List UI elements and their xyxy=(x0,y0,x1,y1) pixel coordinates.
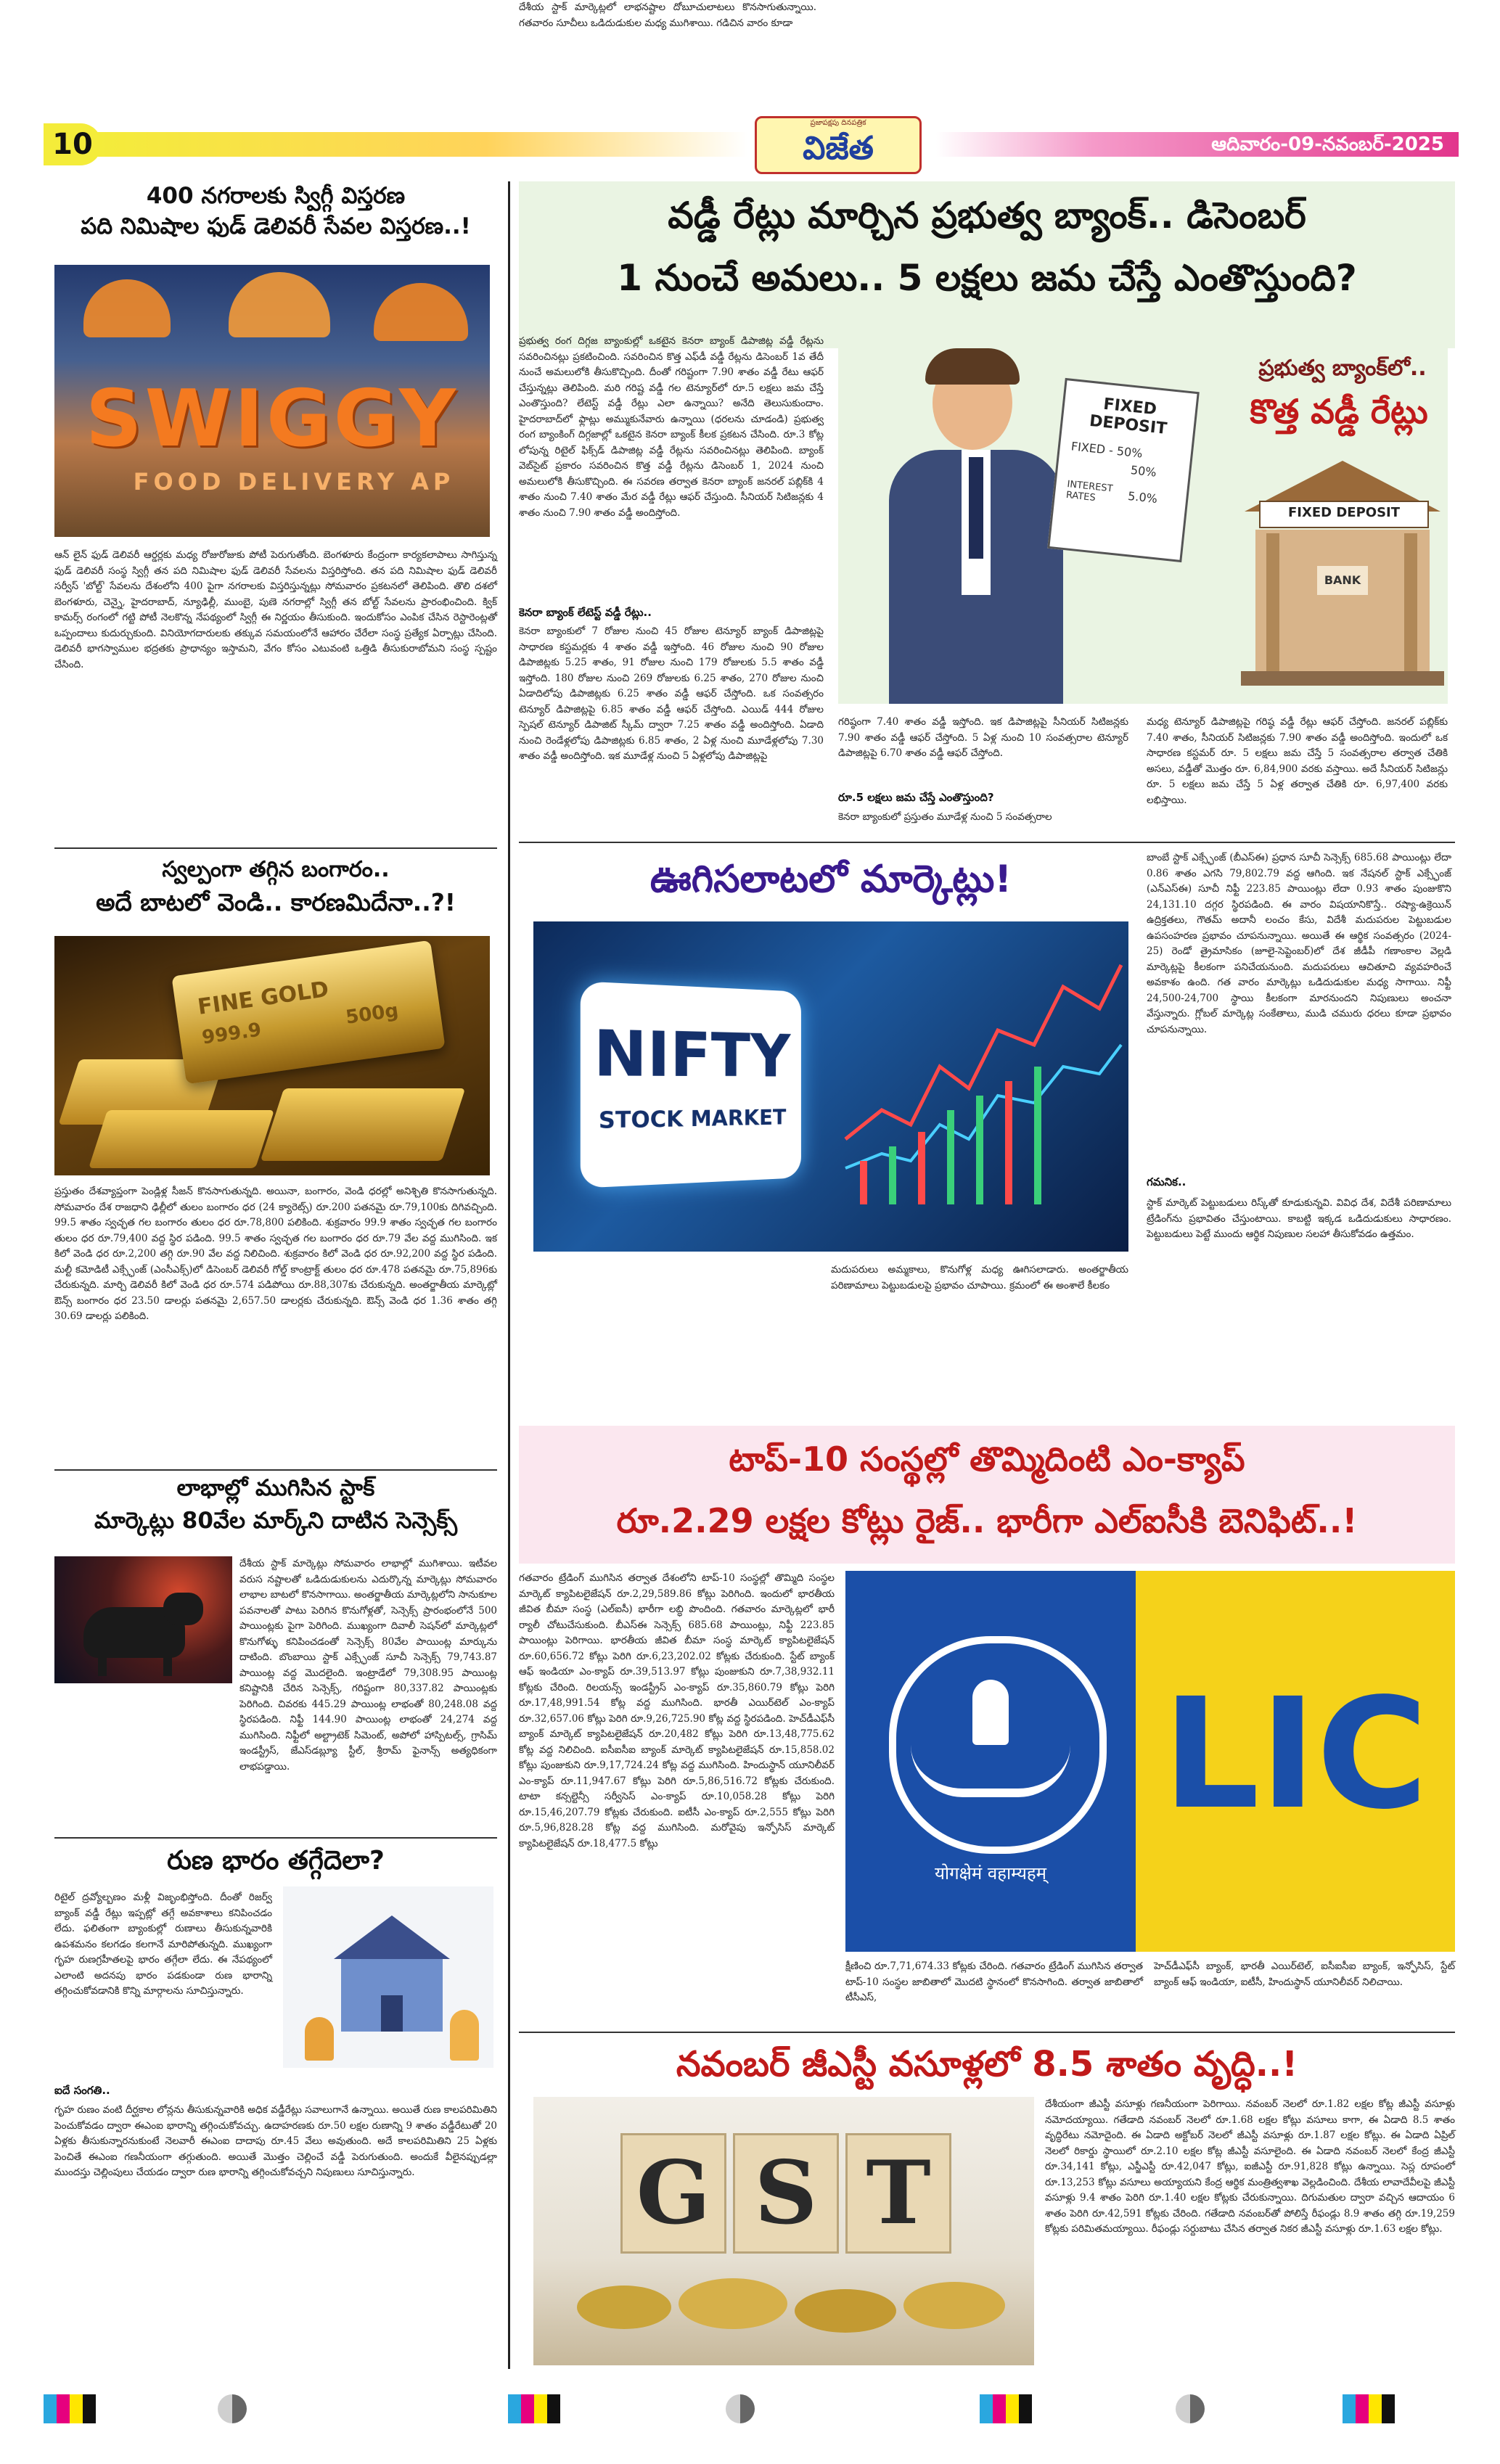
fd-headline-1: వడ్డీ రేట్లు మార్చిన ప్రభుత్వ బ్యాంక్.. డిసెంబర్ xyxy=(668,194,1306,237)
loan-article-body-2: గృహ రుణం వంటి దీర్ఘకాల లోన్లను తీసుకున్నవారికి అధిక వడ్డీరేట్లు సవాలుగానే ఉన్నాయి. అయితే రుణ కాలపరిమితిని పెంచుకోవడం ద్వారా ఈఎంఐ భారాన్ని తగ్గించుకోవచ్చు. ఉదాహరణకు రూ.50 లక్షల రుణాన్ని 9 శాతం వడ్డీరేటుతో 20 ఏళ్లకు తీసుకున్నారనుకుంటే నెలవారీ ఈఎంఐ దాదాపు రూ.45 వేలు అవుతుంది. అదే కాలపరిమితిని 25 ఏళ్లకు పెంచితే ఈఎంఐ గణనీయంగా తగ్గుతుంది. అయితే మొత్తం చెల్లించే వడ్డీ పెరుగుతుంది. అందుకే వీలైనప్పుడల్లా ముందస్తు చెల్లింపులు చేయడం ద్వారా రుణ భారాన్ని తగ్గించుకోవచ్చని నిపుణులు సూచిస్తున్నారు. xyxy=(54,2104,497,2178)
gst-block-t: T xyxy=(845,2133,951,2254)
registration-mark xyxy=(218,2394,247,2423)
fd-bank-sign: FIXED DEPOSIT xyxy=(1259,501,1429,528)
gold-bar-purity: 999.9 xyxy=(200,1019,263,1049)
gst-image xyxy=(533,2097,1034,2365)
cmyk-bar-4 xyxy=(1343,2394,1395,2423)
fd-headline-2: 1 నుంచే అమలు.. 5 లక్షలు జమ చేస్తే ఎంతొస్తుంది? xyxy=(617,257,1357,299)
issue-date: ఆదివారం-09-నవంబర్-2025 xyxy=(1211,134,1444,155)
lic-wordmark: LIC xyxy=(1162,1665,1429,1843)
gold-article-body: ప్రస్తుతం దేశవ్యాప్తంగా పెండ్లిళ్ల సీజన్ కొనసాగుతున్నది. అయినా, బంగారం, వెండి ధరల్లో అనిశ్చితి కొనసాగుతున్నది. సోమవారం దేశ రాజధాని ఢిల్లీలో తులం బంగారం ధర (24 క్యారెట్స్) రూ.200 పతనమై రూ.79,100కు దిగివచ్చింది. 99.5 శాతం స్వచ్ఛత గల బంగారం తులం ధర రూ.78,800 పలికింది. శుక్రవారం 99.9 శాతం స్వచ్ఛత గల బంగారం తులం ధర రూ.79,400 వద్ద స్థిర పడింది. 99.5 శాతం స్వచ్ఛత గల బంగారం ధర రూ.79 వేల వద్ద ముగిసింది. ఇక కిలో వెండి ధర రూ.2,200 తగ్గి రూ.90 వేల వద్ద నిలిచింది. శుక్రవారం కిలో వెండి ధర రూ.92,200 వద్ద స్థిర పడింది. మల్టీ కమోడిటీ ఎక్స్ఛేంజ్ (ఎంసీఎక్స్)లో డిసెంబర్ డెలివరీ గోల్డ్ కాంట్రాక్ట్ తులం ధర రూ.478 పతనమై రూ.75,896కు చేరుకున్నది. మార్చి డెలివరీ కిలో వెండి ధర రూ.574 పడిపోయి రూ.88,307కు చేరుకున్నది. అంతర్జాతీయ మార్కెట్లో ఔన్స్ బంగారం ధర 23.50 డాలర్లు పతనమై 2,657.50 డాలర్లకు చేరుకున్నది. ఔన్స్ వెండి ధర 1.36 శాతం తగ్గి 30.69 డాలర్లు పలికింది. xyxy=(54,1186,497,1322)
gold-bar-weight: 500g xyxy=(344,999,400,1029)
sensex-article-body xyxy=(54,1691,497,1836)
nifty-article-body-right-2: స్టాక్ మార్కెట్ పెట్టుబడులు రిస్క్‌తో కూడుకున్నవి. వివిధ దేశ, విదేశీ పరిణామాలు ట్రేడింగ్‌ను ప్రభావితం చేస్తుంటాయి. కాబట్టి ఇక్కడ ఒడిదుడుకులు సాధారణం. పెట్టుబడులు పెట్టే ముందు ఆర్థిక నిపుణుల సలహా తీసుకోవడం ఉత్తమం. xyxy=(1147,1197,1451,1240)
bull-market-image xyxy=(54,1556,232,1683)
sensex-headline-2: మార్కెట్లు 80వేల మార్క్‌ని దాటిన సెన్సెక్స్ xyxy=(94,1508,458,1534)
gold-headline-2: అదే బాటలో వెండి.. కారణమిదేనా..?! xyxy=(96,888,456,916)
fd-image-caption-1: ప్రభుత్వ బ్యాంక్‌లో.. xyxy=(1258,356,1427,381)
lic-article-body-3: హెచ్‌డీఎఫ్‌సీ బ్యాంక్, భారతీ ఎయిర్‌టెల్, ఐసీఐసీఐ బ్యాంక్, ఇన్ఫోసిస్, స్టేట్ బ్యాంక్ ఆఫ్ ఇండియా, ఐటీసీ, హిందుస్థాన్ యూనిలీవర్ నిలిచాయి. xyxy=(1154,1960,1455,1988)
gst-block-g: G xyxy=(620,2133,726,2254)
nifty-article-body-bottom-1: దేశీయ స్టాక్ మార్కెట్లలో లాభనష్టాల దోబూచులాటలు కొనసాగుతున్నాయి. గతవారం సూచీలు ఒడిదుడుకుల మధ్య ముగిశాయి. గడిచిన వారం కూడా xyxy=(519,1,816,29)
gst-image-label xyxy=(533,2253,1034,2254)
fd-article-body-2: కెనరా బ్యాంకులో 7 రోజుల నుంచి 45 రోజుల టెన్యూర్ బ్యాంక్ డిపాజిట్లపై సాధారణ కస్టమర్లకు 4 శాతం వడ్డీ ఇస్తోంది. 46 రోజుల నుంచి 90 రోజుల డిపాజిట్లకు 5.25 శాతం, 91 రోజుల నుంచి 179 రోజులకు 5.5 శాతం వడ్డీ ఇస్తోంది. 180 రోజుల నుంచి 269 రోజులకు 6.25 శాతం, 270 రోజుల నుంచి ఏడాదిలోపు డిపాజిట్లకు 6.25 శాతం వడ్డీ ఆఫర్ చేస్తోంది. ఒక సంవత్సరం టెన్యూర్ డిపాజిట్లపై 6.85 శాతం వడ్డీ ఆఫర్ చేస్తోంది. ఎయిడ్ 444 రోజుల స్పెషల్ టెన్యూర్ డిపాజిట్ స్కీమ్ ద్వారా 7.25 శాతం వడ్డీ అందిస్తోంది. ఏడాది నుంచి రెండేళ్లలోపు డిపాజిట్లకు 6.85 శాతం, 2 ఏళ్ల నుంచి మూడేళ్లలోపు 7.30 శాతం వడ్డీ అందిస్తోంది. ఇక మూడేళ్ల నుంచి 5 ఏళ్లలోపు డిపాజిట్లపై xyxy=(519,625,824,762)
divider xyxy=(54,1837,497,1839)
sensex-article-body-right: దేశీయ స్టాక్ మార్కెట్లు సోమవారం లాభాల్లో ముగిశాయి. ఇటీవల వరుస నష్టాలతో ఒడిదుడుకులను ఎదుర్కొన్న మార్కెట్లు సోమవారం లాభాల బాటలో కొనసాగాయి. అంతర్జాతీయ మార్కెట్లలోని సానుకూల పవనాలతో పాటు పెరిగిన కొనుగోళ్లతో, సెన్సెక్స్ ప్రారంభంలోనే 500 పాయింట్లకు పైగా పెరిగింది. ముఖ్యంగా దివాలీ సెషన్‌లో మార్కెట్లలో కొనుగోళ్ళు కనిపించడంతో సెన్సెక్స్ 80వేల పాయింట్ల మార్కును దాటింది. బొంబాయి స్టాక్ ఎక్స్ఛేంజ్ సూచీ సెన్సెక్స్ 79,743.87 పాయింట్ల వద్ద మొదలైంది. ఇంట్రాడేలో 79,308.95 పాయింట్ల కనిష్టానికి చేరిన సెన్సెక్స్, గరిష్టంగా 80,337.82 పాయింట్లకు పెరిగింది. చివరకు 445.29 పాయింట్ల లాభంతో 80,248.08 వద్ద స్థిరపడింది. నిఫ్టీ 144.90 పాయింట్ల లాభంతో 24,274 వద్ద ముగిసింది. నిఫ్టీలో అల్ట్రాటెక్ సిమెంట్, అపోలో హాస్పిటల్స్, గ్రాసిమ్ ఇండస్ట్రీస్, జేఎస్‌డబ్ల్యూ స్టీల్, శ్రీరామ్ ఫైనాన్స్ అత్యధికంగా లాభపడ్డాయి. xyxy=(239,1558,497,1773)
gold-bar-label: FINE GOLD xyxy=(196,977,331,1020)
sensex-headline-1: లాభాల్లో ముగిసిన స్టాక్ xyxy=(176,1475,375,1501)
lic-article-body-1: గతవారం ట్రేడింగ్ ముగిసిన తర్వాత దేశంలోని టాప్-10 సంస్థల్లో తొమ్మిది సంస్థల మార్కెట్ క్యాపిటలైజేషన్ రూ.2,29,589.86 కోట్లు పెరిగింది. ఇందులో భారతీయ జీవిత బీమా సంస్థ (ఎల్ఐసీ) భారీగా లబ్ధి పొందింది. గతవారం మార్కెట్లలో భారీ ర్యాలీ చోటుచేసుకుంది. బీఎస్ఈ సెన్సెక్స్ 685.68 పాయింట్లు, నిఫ్టీ 223.85 పాయింట్లు పెరిగాయి. భారతీయ జీవిత బీమా సంస్థ మార్కెట్ క్యాపిటలైజేషన్ రూ.60,656.72 కోట్లు పెరిగి రూ.6,23,202.02 కోట్లకు చేరుకుంది. స్టేట్ బ్యాంక్ ఆఫ్ ఇండియా ఎం-క్యాప్ రూ.39,513.97 కోట్లు పుంజుకుని రూ.7,38,932.11 కోట్లకు చేరింది. రిలయన్స్ ఇండస్ట్రీస్ ఎం-క్యాప్ రూ.35,860.79 కోట్లు పెరిగి రూ.17,48,991.54 కోట్ల వద్ద ముగిసింది. భారతీ ఎయిర్‌టెల్ ఎం-క్యాప్ రూ.32,657.06 కోట్లు పెరిగి రూ.9,26,725.90 కోట్ల వద్ద స్థిరపడింది. హెచ్‌డీఎఫ్‌సీ బ్యాంక్ మార్కెట్ క్యాపిటలైజేషన్ రూ.20,482 కోట్లు పెరిగి రూ.13,48,775.62 కోట్ల వద్ద నిలిచింది. ఐసీఐసీఐ బ్యాంక్ మార్కెట్ క్యాపిటలైజేషన్ రూ.15,858.02 కోట్లు పుంజుకుని రూ.9,17,724.24 కోట్ల వద్ద ముగిసింది. హిందుస్థాన్ యూనిలీవర్ ఎం-క్యాప్ రూ.11,947.67 కోట్లు పెరిగి రూ.5,86,516.72 కోట్లకు చేరుకుంది. టాటా కన్సల్టెన్సీ సర్వీసెస్ ఎం-క్యాప్ రూ.10,058.28 కోట్లు పెరిగి రూ.15,46,207.79 కోట్లకు చేరుకుంది. ఐటీసీ ఎం-క్యాప్ రూ.2,555 కోట్లు పెరిగి రూ.5,96,828.28 కోట్ల వద్ద ముగిసింది. మరోవైపు ఇన్ఫోసిస్ మార్కెట్ క్యాపిటలైజేషన్ రూ.18,477.5 కోట్లు xyxy=(519,1572,835,1849)
divider xyxy=(54,1469,497,1471)
gold-headline-1: స్వల్పంగా తగ్గిన బంగారం.. xyxy=(162,857,390,882)
lic-logo-image xyxy=(845,1571,1455,1952)
fd-illustration xyxy=(838,334,1448,704)
fd-article-body-3: గరిష్ఠంగా 7.40 శాతం వడ్డీ ఇస్తోంది. ఇక డిపాజిట్లపై సీనియర్ సిటిజన్లకు 7.90 శాతం వడ్డీ ఆఫర్ చేస్తోంది. 5 ఏళ్ల నుంచి 10 సంవత్సరాల టెన్యూర్ డిపాజిట్లపై 6.70 శాతం వడ్డీ ఆఫర్ చేస్తోంది. xyxy=(838,716,1128,759)
cmyk-bar-2 xyxy=(508,2394,560,2423)
nifty-image xyxy=(533,921,1128,1252)
fd-subhead-2: రూ.5 లక్షలు జమ చేస్తే ఎంతొస్తుంది? xyxy=(838,791,994,804)
column-divider xyxy=(508,181,510,2369)
fd-article-body-1: ప్రభుత్వ రంగ దిగ్గజ బ్యాంకుల్లో ఒకటైన కెనరా బ్యాంక్ డిపాజిట్ల వడ్డీ రేట్లను సవరించినట్లు ప్రకటించింది. సవరించిన కొత్త ఎఫ్‌డీ వడ్డీ రేట్లను డిసెంబర్ 1వ తేదీ నుంచే అమలులోకి తీసుకొచ్చింది. దీంతో గరిష్టంగా 7.90 శాతం వడ్డీ రేటు ఆఫర్ చేస్తున్నట్లు తెలిపింది. మరి గరిష్ట వడ్డీ గల టెన్యూర్‌లో రూ.5 లక్షలు జమ చేస్తే ఎంతొస్తుంది? లేటెస్ట్ వడ్డీ రేట్లు ఎలా ఉన్నాయి? అనేది తెలుసుకుందాం. హైదరాబాద్‌లో ఫ్లాట్లు అమ్ముకునేవారు ఉన్నాయి (ధరలను చూడండి) ప్రభుత్వ రంగ బ్యాంకింగ్ దిగ్గజాల్లో ఒకటైన కెనరా బ్యాంక్ కీలక ప్రకటన చేసింది. రూ.3 కోట్ల లోపున్న రిటైల్ ఫిక్స్‌డ్ డిపాజిట్ల వడ్డీ రేట్లను సవరించినట్లు తెలిపింది. బ్యాంక్ వెబ్‌సైట్ ప్రకారం సవరించిన కొత్త వడ్డీ రేట్లను డిసెంబర్ 1, 2024 నుంచి అమలులోకి తీసుకొచ్చింది. ఈ సవరణ తర్వాత కెనరా బ్యాంక్ జనరల్ పబ్లిక్‌కి 4 శాతం నుంచి 7.40 శాతం మేర వడ్డీ రేట్లు ఆఫర్ చేస్తుంది. సీనియర్ సిటిజన్లకు 4 శాతం నుంచి 7.90 శాతం వడ్డీ అందిస్తోంది. xyxy=(519,335,824,519)
registration-mark xyxy=(1176,2394,1205,2423)
fd-doc-rate-1: FIXED - 50% xyxy=(1070,439,1144,461)
nifty-article-body-bottom-2: మదుపరులు అమ్మకాలు, కొనుగోళ్ల మధ్య ఊగిసలాడారు. అంతర్జాతీయ పరిణామాలు పెట్టుబడులపై ప్రభావం చూపాయి. క్రమంలో ఈ అంశాలే కీలకం xyxy=(831,1264,1128,1291)
cmyk-bar-3 xyxy=(980,2394,1032,2423)
gst-block-s: S xyxy=(733,2133,839,2254)
divider xyxy=(54,847,497,849)
nifty-subhead: గమనిక.. xyxy=(1147,1175,1187,1188)
cmyk-bar-1 xyxy=(44,2394,96,2423)
house-loan-image xyxy=(283,1886,493,2068)
lic-motto: योगक्षेमं वहाम्यहम् xyxy=(935,1863,1046,1884)
fd-doc-rate-label: INTEREST RATES xyxy=(1065,479,1114,504)
lic-article-body-2: క్షీణించి రూ.7,71,674.33 కోట్లకు చేరింది. గతవారం ట్రేడింగ్ ముగిసిన తర్వాత టాప్-10 సంస్థల జాబితాలో మొదటి స్థానంలో కొనసాగింది. తర్వాత జాబితాలో టీసీఎస్, xyxy=(845,1960,1143,2003)
registration-mark xyxy=(726,2394,755,2423)
masthead-title: విజేత xyxy=(803,130,874,167)
nifty-headline: ఊగిసలాటలో మార్కెట్లు! xyxy=(649,858,1012,901)
fd-image-caption-2: కొత్త వడ్డీ రేట్లు xyxy=(1250,392,1428,431)
swiggy-article-body: ఆన్ లైన్ ఫుడ్ డెలివరీ ఆర్డర్లకు మధ్య రోజురోజుకు పోటీ పెరుగుతోంది. బెంగళూరు కేంద్రంగా కార్యకలాపాలు సాగిస్తున్న ఫుడ్ డెలివరీ సంస్థ స్విగ్గీ తన పది నిమిషాల ఫుడ్ డెలివరీ సేవలను విస్తరిస్తోంది. తన పది నిమిషాల ఫుడ్ డెలివరీ సర్వీస్ 'బోల్ట్' సేవలను దేశంలోని 400 పైగా నగరాలకు విస్తరిస్తున్నట్లు సోమవారం ప్రకటనలో తెలిపింది. తొలి దశలో బెంగళూరు, చెన్నై, హైదరాబాద్, న్యూఢిల్లీ, ముంబై, పుణె నగరాల్లో స్విగ్గీ తన బోల్ట్ సేవలను ప్రారంభించింది. క్విక్ కామర్స్ రంగంలో గట్టి పోటీ నెలకొన్న నేపథ్యంలో స్విగ్గీ ఈ నిర్ణయం తీసుకుంది. ఇందుకోసం ఎంపిక చేసిన రెస్టారెంట్లతో ఒప్పందాలు కుదుర్చుకుంది. వినియోగదారులకు తక్కువ సమయంలోనే ఆహారం చేరేలా సంస్థ ప్రత్యేక ఏర్పాట్లు చేసింది. డెలివరీ భాగస్వాముల భద్రతకు ప్రాధాన్యం ఇస్తామని, వేగం కోసం ఎటువంటి ఒత్తిడి తీసుకురాబోమని సంస్థ స్పష్టం చేసింది. xyxy=(54,549,497,670)
fd-doc-title: FIXED DEPOSIT xyxy=(1088,395,1168,438)
lic-headline-1: టాప్-10 సంస్థల్లో తొమ్మిదింటి ఎం-క్యాప్ xyxy=(729,1440,1245,1479)
loan-article-body: రిటైల్ ద్రవ్యోల్బణం మళ్లీ విజృంభిస్తోంది. దీంతో రిజర్వ్ బ్యాంక్ వడ్డీ రేట్లు ఇప్పట్లో తగ్గే అవకాశాలు కనిపించడం లేదు. ఫలితంగా బ్యాంకుల్లో రుణాలు తీసుకున్నవారికి ఉపశమనం కలగడం కలగానే మారిపోతున్నది. ముఖ్యంగా గృహ రుణగ్రహీతలపై భారం తగ్గేలా లేదు. ఈ నేపథ్యంలో ఎలాంటి అదనపు భారం పడకుండా రుణ భారాన్ని తగ్గించుకోవడానికి కొన్ని మార్గాలను సూచిస్తున్నారు. xyxy=(54,1892,272,1997)
fd-subhead-1: కెనరా బ్యాంక్ లేటెస్ట్ వడ్డీ రేట్లు.. xyxy=(519,606,652,619)
fd-doc-rate-2: 50% xyxy=(1130,463,1157,480)
swiggy-image xyxy=(54,265,490,537)
gst-headline: నవంబర్ జీఎస్టీ వసూళ్లలో 8.5 శాతం వృద్ధి..! xyxy=(676,2044,1298,2085)
fd-doc-rate-3: 5.0% xyxy=(1127,488,1158,506)
loan-subhead: ఐదే సంగతి.. xyxy=(54,2084,110,2097)
fd-bank-label: BANK xyxy=(1317,566,1368,595)
nifty-image-title: NIFTY xyxy=(593,1016,791,1091)
fd-article-body-5: మధ్య టెన్యూర్ డిపాజిట్లపై గరిష్ఠ వడ్డీ రేట్లు ఆఫర్ చేస్తోంది. జనరల్ పబ్లిక్‌కు 7.40 శాతం, సీనియర్ సిటిజన్లకు 7.90 శాతం వడ్డీ అందిస్తోంది. ఇందులో ఒక సాధారణ కస్టమర్ రూ. 5 లక్షలు జమ చేస్తే 5 సంవత్సరాల తర్వాత చేతికి అసలు, వడ్డీతో మొత్తం రూ. 6,84,900 వరకు వస్తాయి. అదే సీనియర్ సిటిజన్లు రూ. 5 లక్షలు జమ చేస్తే 5 ఏళ్ల తర్వాత చేతికి రూ. 6,97,400 వరకు లభిస్తాయి. xyxy=(1147,716,1448,806)
divider xyxy=(519,842,1455,843)
nifty-image-subtitle: STOCK MARKET xyxy=(598,1105,787,1135)
swiggy-image-subtitle: FOOD DELIVERY AP xyxy=(133,468,455,496)
gst-article-body: దేశీయంగా జీఎస్టీ వసూళ్లు గణనీయంగా పెరిగాయి. నవంబర్ నెలలో రూ.1.82 లక్షల కోట్ల జీఎస్టీ వసూళ్లు నమోదయ్యాయి. గతేడాది నవంబర్ నెలలో రూ.1.68 లక్షల కోట్లు వసూలు కాగా, ఈ ఏడాది 8.5 శాతం వృద్ధిరేటు నమోదైంది. ఈ ఏడాది అక్టోబర్ నెలలో జీఎస్టీ వసూళ్లు రూ.1.87 లక్షల కోట్లు. ఈ ఏడాది ఏప్రిల్ నెలలో రికార్డు స్థాయిలో రూ.2.10 లక్షల కోట్ల జీఎస్టీ వసూలైంది. ఈ ఏడాది నవంబర్ నెలలో కేంద్ర జీఎస్టీ రూ.34,141 కోట్లు, ఎస్జీఎస్టీ రూ.42,047 కోట్లు, ఐజీఎస్టీ రూ.91,828 కోట్లు ఉన్నాయి. సెస్ల రూపంలో రూ.13,253 కోట్లు వసూలు అయ్యాయని కేంద్ర ఆర్థిక మంత్రిత్వశాఖ వెల్లడించింది. దేశీయ లావాదేవీలపై జీఎస్టీ వసూళ్లు 9.4 శాతం పెరిగి రూ.1.40 లక్షల కోట్లకు చేరుకున్నాయి. దిగుమతుల ద్వారా వచ్చిన ఆదాయం 6 శాతం పెరిగి రూ.42,591 కోట్లకు చేరింది. గతేడాది నవంబర్‌తో పోలిస్తే రీఫండ్లు 8.9 శాతం తగ్గి రూ.19,259 కోట్లకు పరిమితమయ్యాయి. రీఫండ్లు సర్దుబాటు చేసిన తర్వాత నికర జీఎస్టీ వసూళ్లు రూ.1.63 లక్షల కోట్లు. xyxy=(1045,2098,1455,2235)
gold-image xyxy=(54,936,490,1175)
loan-headline: రుణ భారం తగ్గేదెలా? xyxy=(167,1846,385,1876)
fd-article-body-4: కెనరా బ్యాంకులో ప్రస్తుతం మూడేళ్ల నుంచి 5 సంవత్సరాల xyxy=(838,811,1052,823)
swiggy-headline-2: పది నిమిషాల ఫుడ్ డెలివరీ సేవల విస్తరణ..! xyxy=(81,213,471,239)
masthead-tagline: ప్రజాపక్షపు దినపత్రిక xyxy=(810,119,866,127)
divider xyxy=(519,2032,1455,2033)
nifty-article-body-right: బాంబే స్టాక్ ఎక్స్ఛేంజ్ (బీఎస్ఈ) ప్రధాన సూచీ సెన్సెక్స్ 685.68 పాయింట్లు లేదా 0.86 శాతం ఎగసి 79,802.79 వద్ద ఆగింది. ఇక నేషనల్ స్టాక్ ఎక్స్ఛేంజ్ (ఎన్ఎస్ఈ) సూచీ నిఫ్టీ 223.85 పాయింట్లు లేదా 0.93 శాతం పుంజుకొని 24,131.10 దగ్గర స్థిరపడింది. ఈ వారం విషయానికొస్తే.. రష్యా-ఉక్రెయిన్ ఉద్రిక్తతలు, గౌతమ్ అదానీ లంచం కేసు, విదేశీ మదుపరుల పెట్టుబడుల ఉపసంహరణ ప్రభావం చూపనున్నాయి. అయితే ఈ ఆర్థిక సంవత్సరం (2024-25) రెండో త్రైమాసికం (జూలై-సెప్టెంబర్)లో దేశ జీడీపీ గణాంకాల వెల్లడి మార్కెట్లపై కీలకంగా పనిచేయనుంది. మదుపరులు ఆచితూచి వ్యవహరించే అవకాశం ఉంది. గత వారం మార్కెట్లు ఒడిదుడుకుల మధ్య సాగాయి. నిఫ్టీ 24,500-24,700 స్థాయి కీలకంగా మారనుందని నిపుణులు అంచనా వేస్తున్నారు. గ్లోబల్ మార్కెట్ల సంకేతాలు, ముడి చమురు ధరలు కూడా ప్రభావం చూపనున్నాయి. xyxy=(1147,852,1451,1035)
swiggy-headline-1: 400 నగరాలకు స్విగ్గీ విస్తరణ xyxy=(146,183,406,209)
swiggy-image-logo: SWIGGY xyxy=(85,374,459,464)
page-number: 10 xyxy=(44,123,102,165)
lic-headline-2: రూ.2.29 లక్షల కోట్లు రైజ్.. భారీగా ఎల్ఐసీకి బెనిఫిట్..! xyxy=(616,1501,1358,1540)
